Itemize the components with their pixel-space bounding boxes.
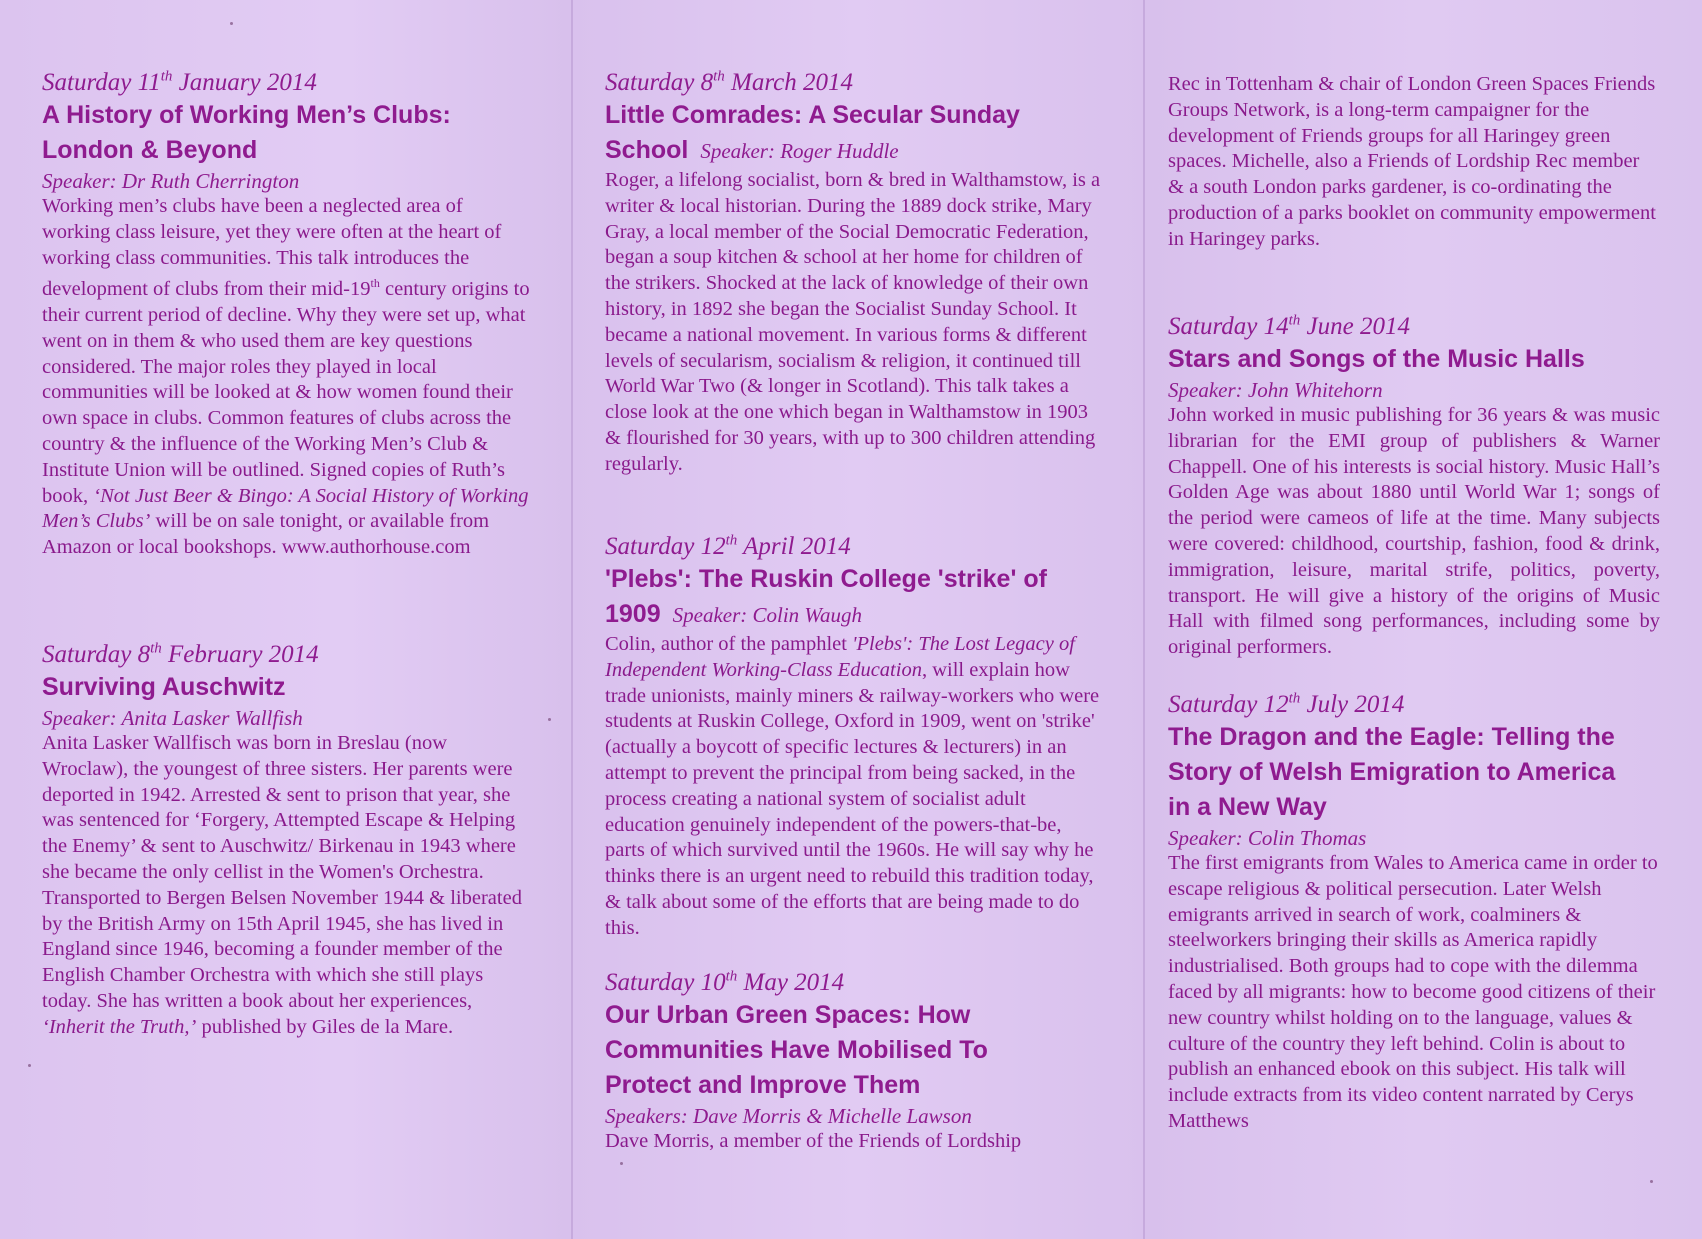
event-description-continued: Rec in Tottenham & chair of London Green Spaces Friends Groups Network, is a long-term campaigner for the development of Friends groups for all Haringey green spaces. Michelle, also a Friends of Lordship Rec member & a south London parks gardener, is co-ordinating the production of a parks booklet on community empowerment in Haringey parks. [1168,73,1656,250]
paper-speck [28,1064,31,1067]
event-title: Little Comrades: A Secular Sunday School [605,101,1020,164]
event-description: Anita Lasker Wallfisch was born in Breslau (now Wroclaw), the youngest of three sisters. Her parents were deported in 1942. Arrested & sent to prison that year, she was sentenced for ‘Forgery, Attempted Escape & Helping the Enemy’ & sent to Auschwitz/ Birkenau in 1943 where she became the only cellist in the Women's Orchestra. Transported to Bergen Belsen November 1944 & liberated by the British Army on 15th April 1945, she has lived in England since 1946, becoming a founder member of the English Chamber Orchestra with which she still plays today. She has written a book about her experiences, ‘Inherit the Truth,’ published by Giles de la Mare. [42,732,522,1038]
event-title: Our Urban Green Spaces: How Communities Have Mobilised To Protect and Improve Them [605,1001,988,1099]
event-description: John worked in music publishing for 36 years & was music librarian for the EMI group of publishers & Warner Chappell. One of his interests is social history. Music Hall’s Golden Age was about 1880 until World War 1; songs of the period were cameos of life at the time. Many subjects were covered: childhood, courtship, fashion, food & drink, immigration, leisure, marital strife, politics, poverty, transport. He will give a history of the origins of Music Hall with filmed song performances, including some by original performers. [1168,404,1660,659]
fold-line [1143,0,1145,1239]
event-date: Saturday 8th March 2014 [605,68,853,96]
event-june [1168,312,1660,661]
event-speaker: Speaker: Colin Thomas [1168,826,1367,850]
event-date: Saturday 8th February 2014 [42,640,319,668]
event-speaker: Speaker: Anita Lasker Wallfish [42,706,303,730]
event-description: Colin, author of the pamphlet 'Plebs': The Lost Legacy of Independent Working-Class Education, will explain how trade unionists, mainly miners & railway-workers who were students at Ruskin College, Oxford in 1909, went on 'strike' (actually a boycott of specific lectures & lecturers) in an attempt to prevent the principal from being sacked, in the process creating a national system of socialist adult education genuinely independent of the powers-that-be, parts of which survived until the 1960s. He will say why he thinks there is an urgent need to rebuild this tradition today, & talk about some of the efforts that are being made to do this. [605,633,1100,939]
event-title: A History of Working Men’s Clubs: London & Beyond [42,101,451,164]
event-speaker: Speaker: Colin Waugh [672,603,862,627]
event-march [605,68,1105,478]
paper-speck [1650,1180,1653,1183]
event-may-continued [1168,72,1660,253]
event-title: Surviving Auschwitz [42,673,286,701]
event-january [42,68,532,561]
event-title: 'Plebs': The Ruskin College 'strike' of 1909 [605,565,1047,628]
book-title: 'Plebs': The Lost Legacy of Independent Working-Class Education [605,633,1075,681]
event-speaker: Speaker: Dr Ruth Cherrington [42,169,300,193]
event-description: The first emigrants from Wales to America came in order to escape religious & political persecution. Later Welsh emigrants arrived in search of work, coalminers & steelworkers bringing their skills as America rapidly industrialised. Both groups had to cope with the dilemma faced by all migrants: how to become good citizens of their new country whilst holding on to the language, values & culture of the country they left behind. Colin is about to publish an enhanced ebook on this subject. His talk will include extracts from its video content narrated by Cerys Matthews [1168,852,1658,1132]
event-date: Saturday 12th July 2014 [1168,690,1405,718]
event-date: Saturday 11th January 2014 [42,68,317,96]
book-title: ‘Inherit the Truth,’ [42,1015,197,1038]
event-description: Roger, a lifelong socialist, born & bred in Walthamstow, is a writer & local historian. During the 1889 dock strike, Mary Gray, a local member of the Social Democratic Federation, began a soup kitchen & school at her home for children of the strikers. Shocked at the lack of knowledge of their own history, in 1892 she began the Socialist Sunday School. It became a national movement. In various forms & different levels of secularism, socialism & religion, it continued till World War Two (& longer in Scotland). This talk takes a close look at the one which began in Walthamstow in 1903 & flourished for 30 years, with up to 300 children attending regularly. [605,169,1101,475]
event-may [605,968,1105,1155]
event-date: Saturday 14th June 2014 [1168,312,1410,340]
paper-speck [230,22,233,25]
paper-speck [548,718,551,721]
event-date: Saturday 12th April 2014 [605,532,851,560]
event-date: Saturday 10th May 2014 [605,968,845,996]
event-speaker: Speakers: Dave Morris & Michelle Lawson [605,1104,972,1128]
event-april [605,532,1105,942]
event-title: The Dragon and the Eagle: Telling the Story of Welsh Emigration to America in a New Way [1168,723,1616,821]
event-speaker: Speaker: John Whitehorn [1168,378,1383,402]
event-july [1168,690,1660,1135]
event-title: Stars and Songs of the Music Halls [1168,345,1585,373]
paper-speck [620,1162,623,1165]
event-description: Working men’s clubs have been a neglected area of working class leisure, yet they were often at the heart of working class communities. This talk introduces the development of clubs from their mid-19th century origins to their current period of decline. Why they were set up, what went on in them & who used them are key questions considered. The major roles they played in local communities will be looked at & how women found their own space in clubs. Common features of clubs across the country & the influence of the Working Men’s Club & Institute Union will be outlined. Signed copies of Ruth’s book, ‘Not Just Beer & Bingo: A Social History of Working Men’s Clubs’ will be on sale tonight, or available from Amazon or local bookshops. www.authorhouse.com [42,195,530,559]
book-title: ‘Not Just Beer & Bingo: A Social History of Working Men’s Clubs’ [42,484,529,533]
fold-line [571,0,573,1239]
event-speaker: Speaker: Roger Huddle [700,139,899,163]
event-description: Dave Morris, a member of the Friends of Lordship [605,1130,1022,1152]
event-february [42,640,532,1041]
